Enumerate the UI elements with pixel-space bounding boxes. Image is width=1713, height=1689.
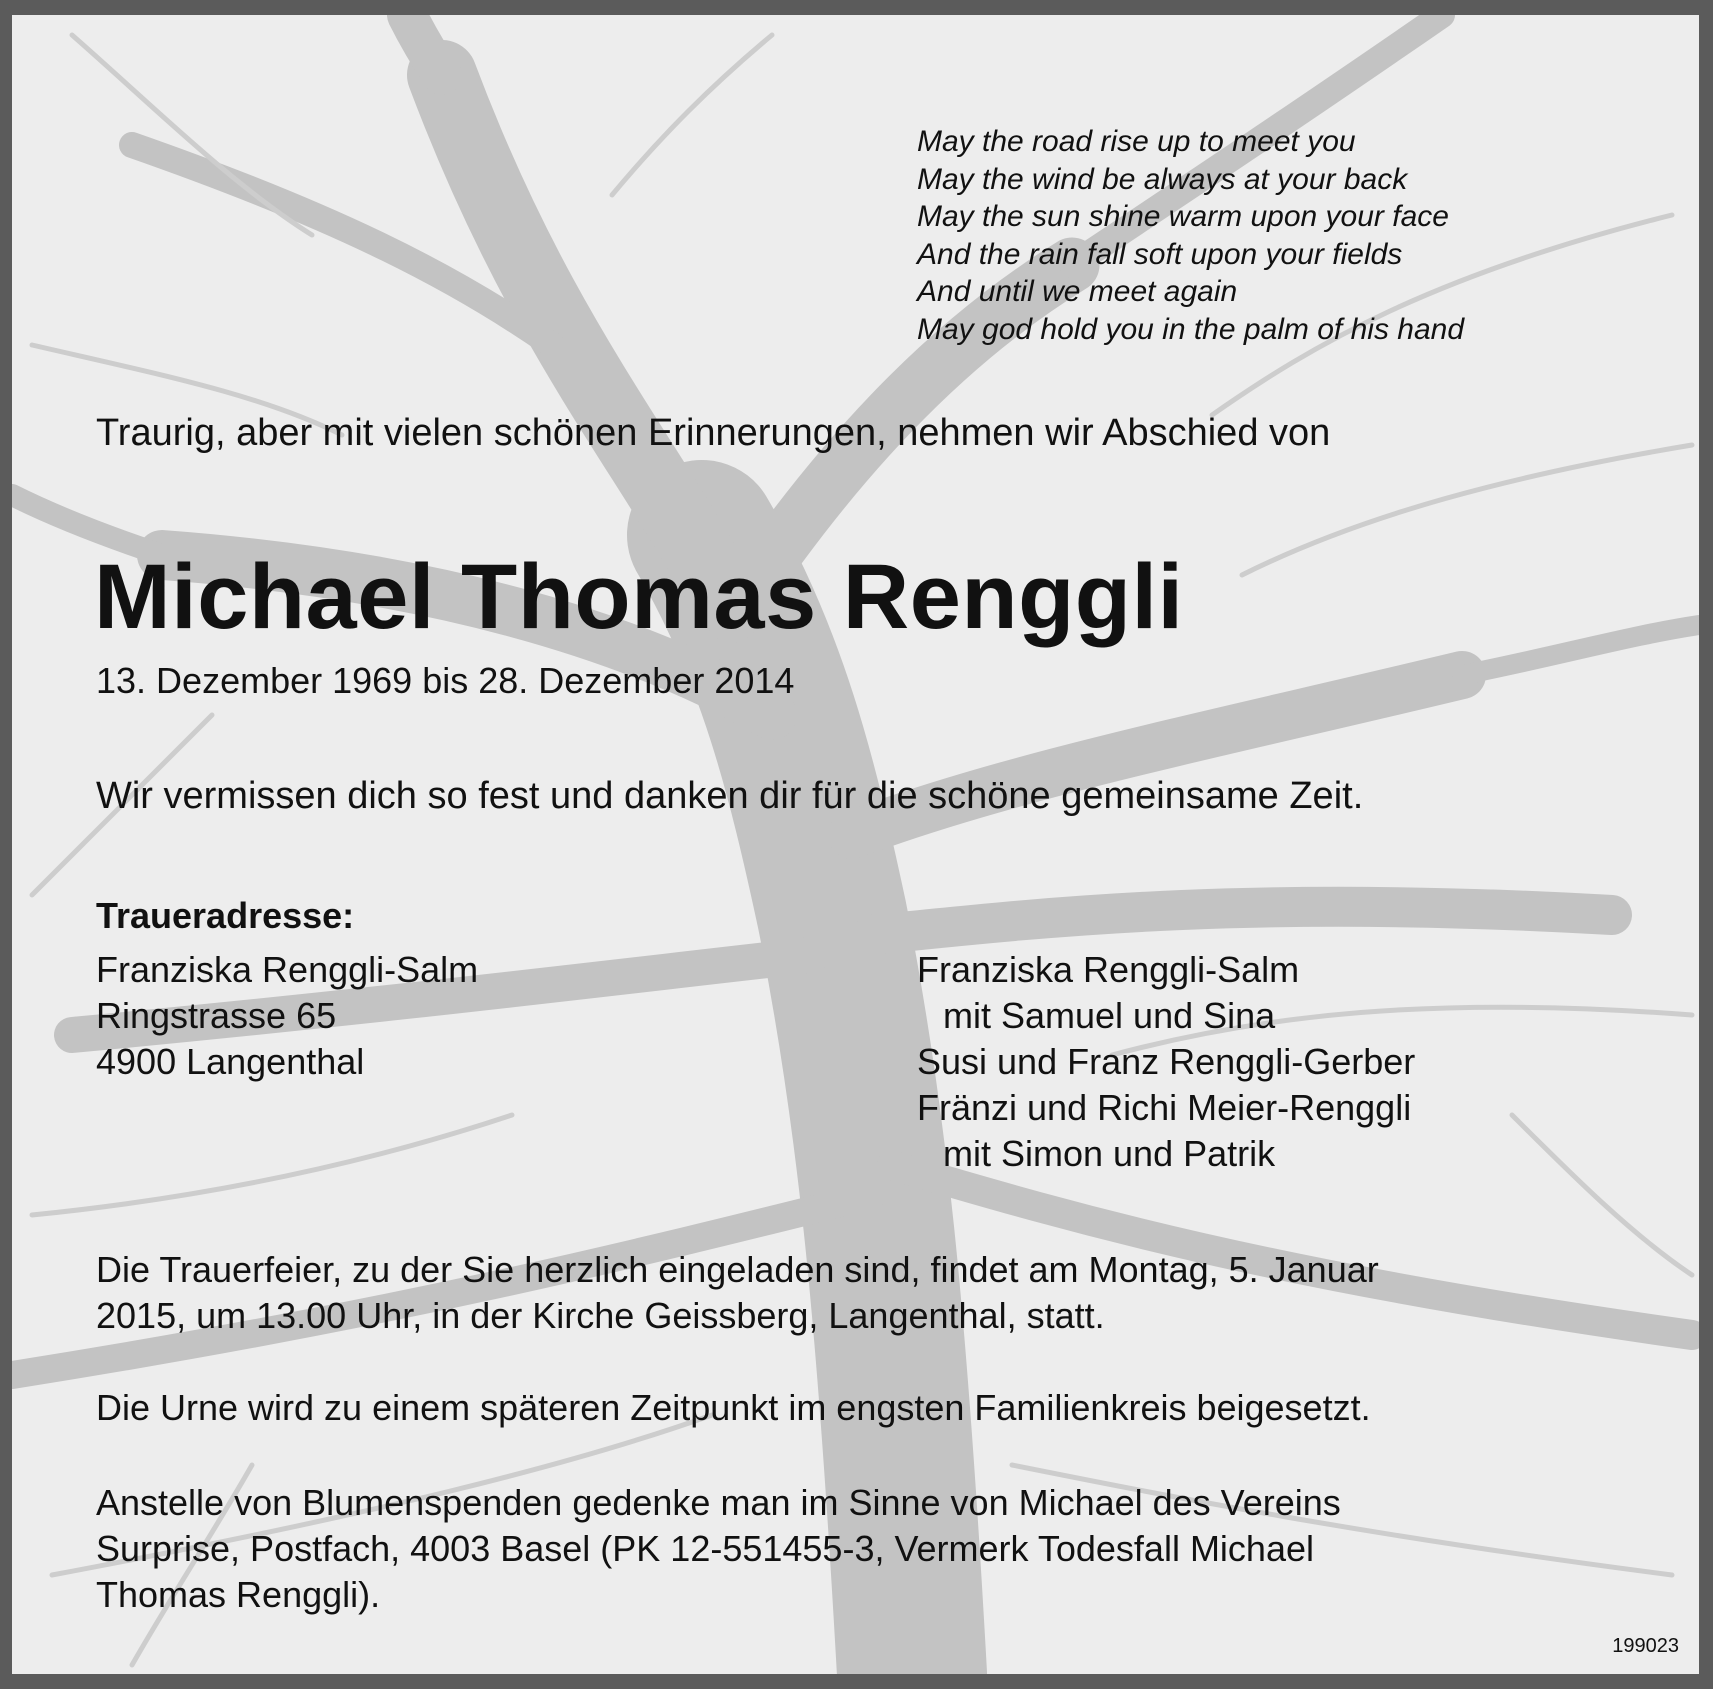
paragraph-line: 2015, um 13.00 Uhr, in der Kirche Geissberg, Langenthal, statt.: [96, 1295, 1105, 1336]
paragraph-line: Anstelle von Blumenspenden gedenke man im Sinne von Michael des Vereins: [96, 1482, 1341, 1523]
family-line: Franziska Renggli-Salm: [917, 949, 1300, 990]
poem-line: May the sun shine warm upon your face: [917, 200, 1449, 233]
donations-paragraph: [96, 1480, 1341, 1618]
poem-line: And until we meet again: [917, 275, 1238, 308]
family-line: Susi und Franz Renggli-Gerber: [917, 1041, 1416, 1082]
poem-line: May the wind be always at your back: [917, 162, 1408, 196]
family-list: [917, 947, 1415, 1177]
mourning-address: [96, 947, 478, 1085]
deceased-name: Michael Thomas Renggli: [94, 546, 1184, 648]
family-line: mit Samuel und Sina: [943, 995, 1276, 1036]
paragraph-line: Thomas Renggli).: [96, 1574, 381, 1615]
urn-paragraph: [96, 1385, 1371, 1431]
paragraph-line: Surprise, Postfach, 4003 Basel (PK 12-551455-3, Vermerk Todesfall Michael: [96, 1528, 1314, 1569]
life-dates: 13. Dezember 1969 bis 28. Dezember 2014: [96, 660, 795, 701]
poem-line: And the rain fall soft upon your fields: [917, 237, 1403, 271]
poem-line: May the road rise up to meet you: [917, 125, 1356, 158]
poem: [917, 123, 1464, 348]
address-line: 4900 Langenthal: [96, 1041, 365, 1082]
tribute-text: Wir vermissen dich so fest und danken dir für die schöne gemeinsame Zeit.: [96, 775, 1364, 817]
funeral-paragraph: [96, 1247, 1379, 1339]
family-line: Fränzi und Richi Meier-Renggli: [917, 1087, 1412, 1128]
paragraph-line: Die Trauerfeier, zu der Sie herzlich eingeladen sind, findet am Montag, 5. Januar: [96, 1249, 1379, 1290]
family-line: mit Simon und Patrik: [943, 1133, 1276, 1174]
address-line: Ringstrasse 65: [96, 995, 337, 1036]
mourning-address-heading: Traueradresse:: [96, 895, 355, 936]
paragraph-line: Die Urne wird zu einem späteren Zeitpunkt im engsten Familienkreis beigesetzt.: [96, 1387, 1371, 1428]
poem-line: May god hold you in the palm of his hand: [917, 312, 1465, 346]
intro-text: Traurig, aber mit vielen schönen Erinnerungen, nehmen wir Abschied von: [96, 412, 1331, 454]
ad-code: 199023: [1612, 1635, 1679, 1657]
address-line: Franziska Renggli-Salm: [96, 949, 479, 990]
